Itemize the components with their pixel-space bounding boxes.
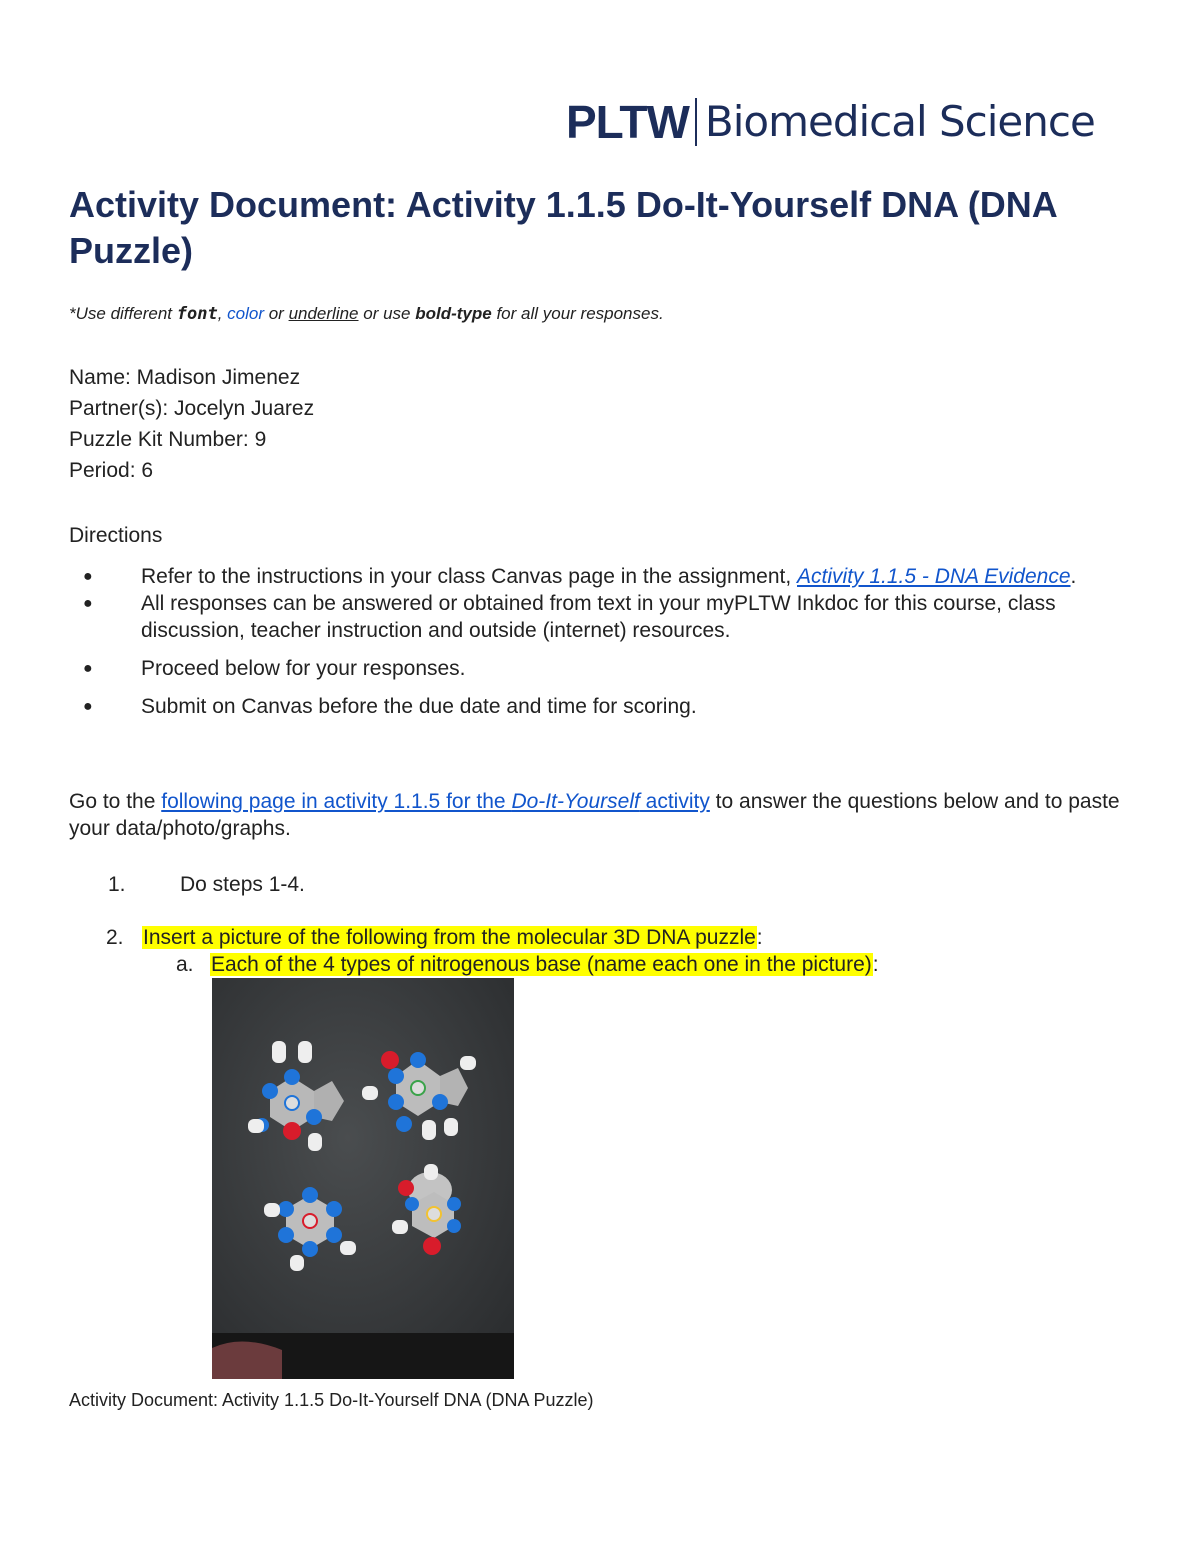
directions-heading: Directions <box>69 524 163 547</box>
step-1 <box>108 871 305 898</box>
pltw-logo <box>566 98 1095 146</box>
direction-text: Submit on Canvas before the due date and time for scoring. <box>141 695 697 718</box>
student-name: Name: Madison Jimenez <box>69 366 301 389</box>
substep-letter: a. <box>176 953 194 976</box>
response-instruction <box>69 304 664 324</box>
goto-paragraph <box>69 788 1139 842</box>
bullet-icon: ● <box>83 660 93 677</box>
directions-list <box>69 563 1129 720</box>
instruction-underline-sample: underline <box>288 304 359 323</box>
list-item <box>69 563 1129 590</box>
substep-colon: : <box>872 953 879 976</box>
instruction-or-use: or use <box>358 304 416 323</box>
bullet-icon: ● <box>83 698 93 715</box>
instruction-font-sample: font <box>176 304 218 324</box>
instruction-comma: , <box>217 304 228 323</box>
bullet-icon: ● <box>83 595 93 612</box>
instruction-prefix: *Use different <box>69 304 177 323</box>
direction-period: . <box>1070 565 1077 588</box>
direction-text: Proceed below for your responses. <box>141 657 466 680</box>
instruction-suffix: for all your responses. <box>491 304 664 323</box>
partner-names: Partner(s): Jocelyn Juarez <box>69 397 315 420</box>
step-number: 1. <box>108 873 126 896</box>
step-2 <box>106 924 763 951</box>
student-info <box>69 362 314 486</box>
goto-suffix: to answer the questions below and to paste your data/photo/graphs. <box>69 790 1120 840</box>
instruction-color-sample: color <box>227 304 264 323</box>
highlighted-step-text: Insert a picture of the following from the molecular 3D DNA puzzle <box>143 926 756 949</box>
step-number: 2. <box>106 926 124 949</box>
instruction-or: or <box>264 304 289 323</box>
highlighted-substep-text: Each of the 4 types of nitrogenous base (name each one in the picture) <box>211 953 872 976</box>
activity-page-link[interactable]: following page in activity 1.1.5 for the Do-It-Yourself activity <box>161 790 710 813</box>
logo-text: Biomedical Science <box>704 97 1095 146</box>
step-colon: : <box>756 926 763 949</box>
instruction-bold-sample: bold-type <box>415 304 492 323</box>
logo-mark: PLTW <box>566 96 689 148</box>
direction-text: Refer to the instructions in your class Canvas page in the assignment, <box>141 565 798 588</box>
logo-divider <box>695 98 697 146</box>
step-text: Do steps 1-4. <box>180 873 305 896</box>
page-title: Activity Document: Activity 1.1.5 Do-It-Yourself DNA (DNA Puzzle) <box>69 184 1057 271</box>
list-item <box>69 693 1129 720</box>
dna-puzzle-photo <box>212 978 514 1379</box>
step-2a <box>176 951 879 978</box>
nitrogenous-bases-photo <box>212 978 514 1379</box>
list-item <box>69 590 1129 644</box>
goto-prefix: Go to the <box>69 790 162 813</box>
page-footer: Activity Document: Activity 1.1.5 Do-It-Yourself DNA (DNA Puzzle) <box>69 1390 594 1410</box>
activity-evidence-link[interactable]: Activity 1.1.5 - DNA Evidence <box>797 565 1071 588</box>
bullet-icon: ● <box>83 568 93 585</box>
class-period: Period: 6 <box>69 459 154 482</box>
direction-text: All responses can be answered or obtained from text in your myPLTW Inkdoc for this course, class discussion, teacher instruction and outside (internet) resources. <box>141 592 1056 642</box>
puzzle-kit-number: Puzzle Kit Number: 9 <box>69 428 267 451</box>
list-item <box>69 655 1129 682</box>
